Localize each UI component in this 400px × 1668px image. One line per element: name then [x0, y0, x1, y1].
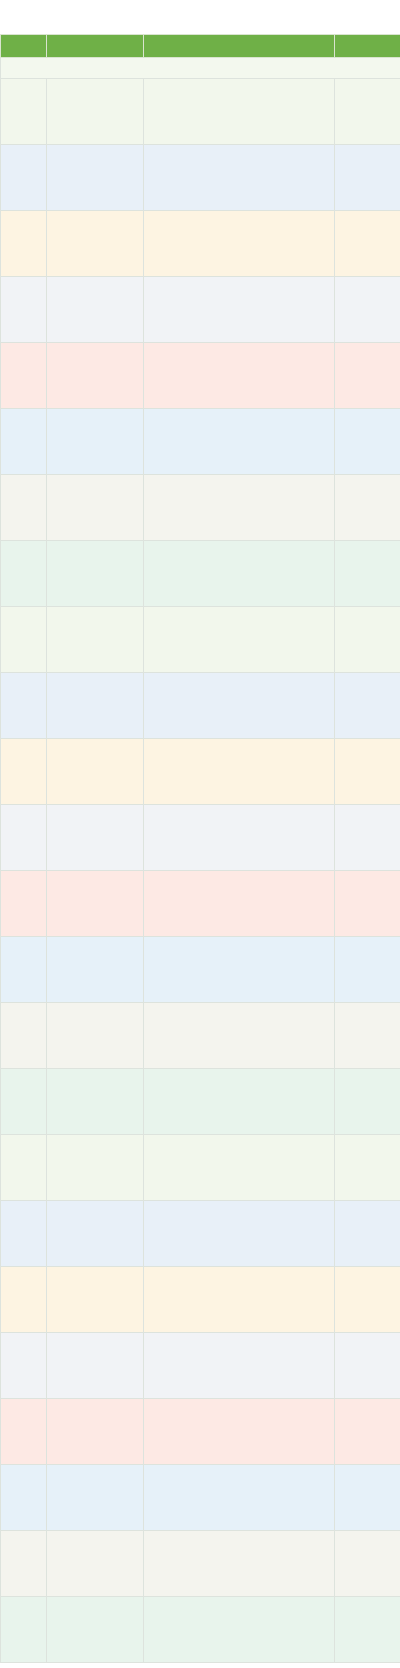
area-cell [1, 739, 47, 805]
area-cell [1, 1201, 47, 1267]
table-row [1, 673, 400, 739]
policy-points-cell [144, 409, 335, 475]
release-date-cell [335, 211, 400, 277]
policy-points-cell [144, 1135, 335, 1201]
table-row [1, 1003, 400, 1069]
area-cell [1, 277, 47, 343]
policy-points-cell [144, 673, 335, 739]
area-cell [1, 1597, 47, 1663]
policy-name-cell [47, 937, 144, 1003]
source-row [1, 58, 400, 79]
header-policy-name [47, 35, 144, 58]
area-cell [1, 607, 47, 673]
policy-name-cell [47, 211, 144, 277]
table-row [1, 277, 400, 343]
release-date-cell [335, 937, 400, 1003]
release-date-cell [335, 673, 400, 739]
policy-name-cell [47, 1531, 144, 1597]
table-row [1, 739, 400, 805]
table-row [1, 79, 400, 145]
area-cell [1, 211, 47, 277]
release-date-cell [335, 145, 400, 211]
policy-name-cell [47, 409, 144, 475]
release-date-cell [335, 1267, 400, 1333]
policy-points-cell [144, 937, 335, 1003]
policy-points-cell [144, 541, 335, 607]
policy-points-cell [144, 1399, 335, 1465]
policy-name-cell [47, 805, 144, 871]
policy-points-cell [144, 871, 335, 937]
area-cell [1, 1069, 47, 1135]
policy-name-cell [47, 607, 144, 673]
table-row [1, 475, 400, 541]
release-date-cell [335, 343, 400, 409]
table-row [1, 1333, 400, 1399]
area-cell [1, 409, 47, 475]
area-cell [1, 805, 47, 871]
policy-name-cell [47, 739, 144, 805]
policy-points-cell [144, 1597, 335, 1663]
header-area [1, 35, 47, 58]
area-cell [1, 145, 47, 211]
table-header [1, 35, 400, 58]
policy-name-cell [47, 277, 144, 343]
table-row [1, 1597, 400, 1663]
header-release-date [335, 35, 400, 58]
release-date-cell [335, 277, 400, 343]
release-date-cell [335, 1069, 400, 1135]
policy-points-cell [144, 1069, 335, 1135]
table-row [1, 145, 400, 211]
release-date-cell [335, 1399, 400, 1465]
table-row [1, 1399, 400, 1465]
area-cell [1, 541, 47, 607]
area-cell [1, 79, 47, 145]
table-row [1, 1465, 400, 1531]
release-date-cell [335, 1333, 400, 1399]
policy-points-cell [144, 343, 335, 409]
release-date-cell [335, 79, 400, 145]
area-cell [1, 1003, 47, 1069]
area-cell [1, 475, 47, 541]
policy-name-cell [47, 475, 144, 541]
policy-points-cell [144, 211, 335, 277]
policy-table [0, 34, 400, 1663]
area-cell [1, 1267, 47, 1333]
release-date-cell [335, 1597, 400, 1663]
release-date-cell [335, 1201, 400, 1267]
policy-name-cell [47, 1201, 144, 1267]
area-cell [1, 673, 47, 739]
policy-name-cell [47, 673, 144, 739]
policy-points-cell [144, 277, 335, 343]
policy-points-cell [144, 79, 335, 145]
area-cell [1, 937, 47, 1003]
policy-name-cell [47, 79, 144, 145]
area-cell [1, 343, 47, 409]
area-cell [1, 871, 47, 937]
document-title [0, 0, 400, 34]
release-date-cell [335, 1003, 400, 1069]
table-row [1, 409, 400, 475]
policy-points-cell [144, 1003, 335, 1069]
policy-points-cell [144, 739, 335, 805]
release-date-cell [335, 1135, 400, 1201]
table-row [1, 607, 400, 673]
release-date-cell [335, 1465, 400, 1531]
area-cell [1, 1135, 47, 1201]
policy-points-cell [144, 607, 335, 673]
release-date-cell [335, 739, 400, 805]
release-date-cell [335, 409, 400, 475]
table-row [1, 1135, 400, 1201]
table-row [1, 343, 400, 409]
policy-points-cell [144, 475, 335, 541]
policy-points-cell [144, 1531, 335, 1597]
area-cell [1, 1465, 47, 1531]
policy-points-cell [144, 805, 335, 871]
table-row [1, 541, 400, 607]
table-row [1, 211, 400, 277]
policy-points-cell [144, 1333, 335, 1399]
policy-name-cell [47, 343, 144, 409]
table-row [1, 937, 400, 1003]
policy-name-cell [47, 541, 144, 607]
release-date-cell [335, 805, 400, 871]
policy-name-cell [47, 1333, 144, 1399]
policy-name-cell [47, 1465, 144, 1531]
policy-name-cell [47, 1003, 144, 1069]
area-cell [1, 1333, 47, 1399]
table-row [1, 1201, 400, 1267]
release-date-cell [335, 1531, 400, 1597]
table-body [1, 79, 400, 1663]
policy-points-cell [144, 1465, 335, 1531]
release-date-cell [335, 541, 400, 607]
table-row [1, 1267, 400, 1333]
area-cell [1, 1399, 47, 1465]
policy-name-cell [47, 145, 144, 211]
area-cell [1, 1531, 47, 1597]
policy-name-cell [47, 1069, 144, 1135]
source-note [1, 58, 400, 79]
table-row [1, 805, 400, 871]
release-date-cell [335, 475, 400, 541]
table-row [1, 1069, 400, 1135]
policy-points-cell [144, 1201, 335, 1267]
header-policy-points [144, 35, 335, 58]
release-date-cell [335, 607, 400, 673]
table-row [1, 871, 400, 937]
policy-name-cell [47, 1135, 144, 1201]
policy-name-cell [47, 1267, 144, 1333]
release-date-cell [335, 871, 400, 937]
policy-name-cell [47, 871, 144, 937]
table-row [1, 1531, 400, 1597]
policy-points-cell [144, 145, 335, 211]
policy-name-cell [47, 1597, 144, 1663]
policy-name-cell [47, 1399, 144, 1465]
policy-points-cell [144, 1267, 335, 1333]
